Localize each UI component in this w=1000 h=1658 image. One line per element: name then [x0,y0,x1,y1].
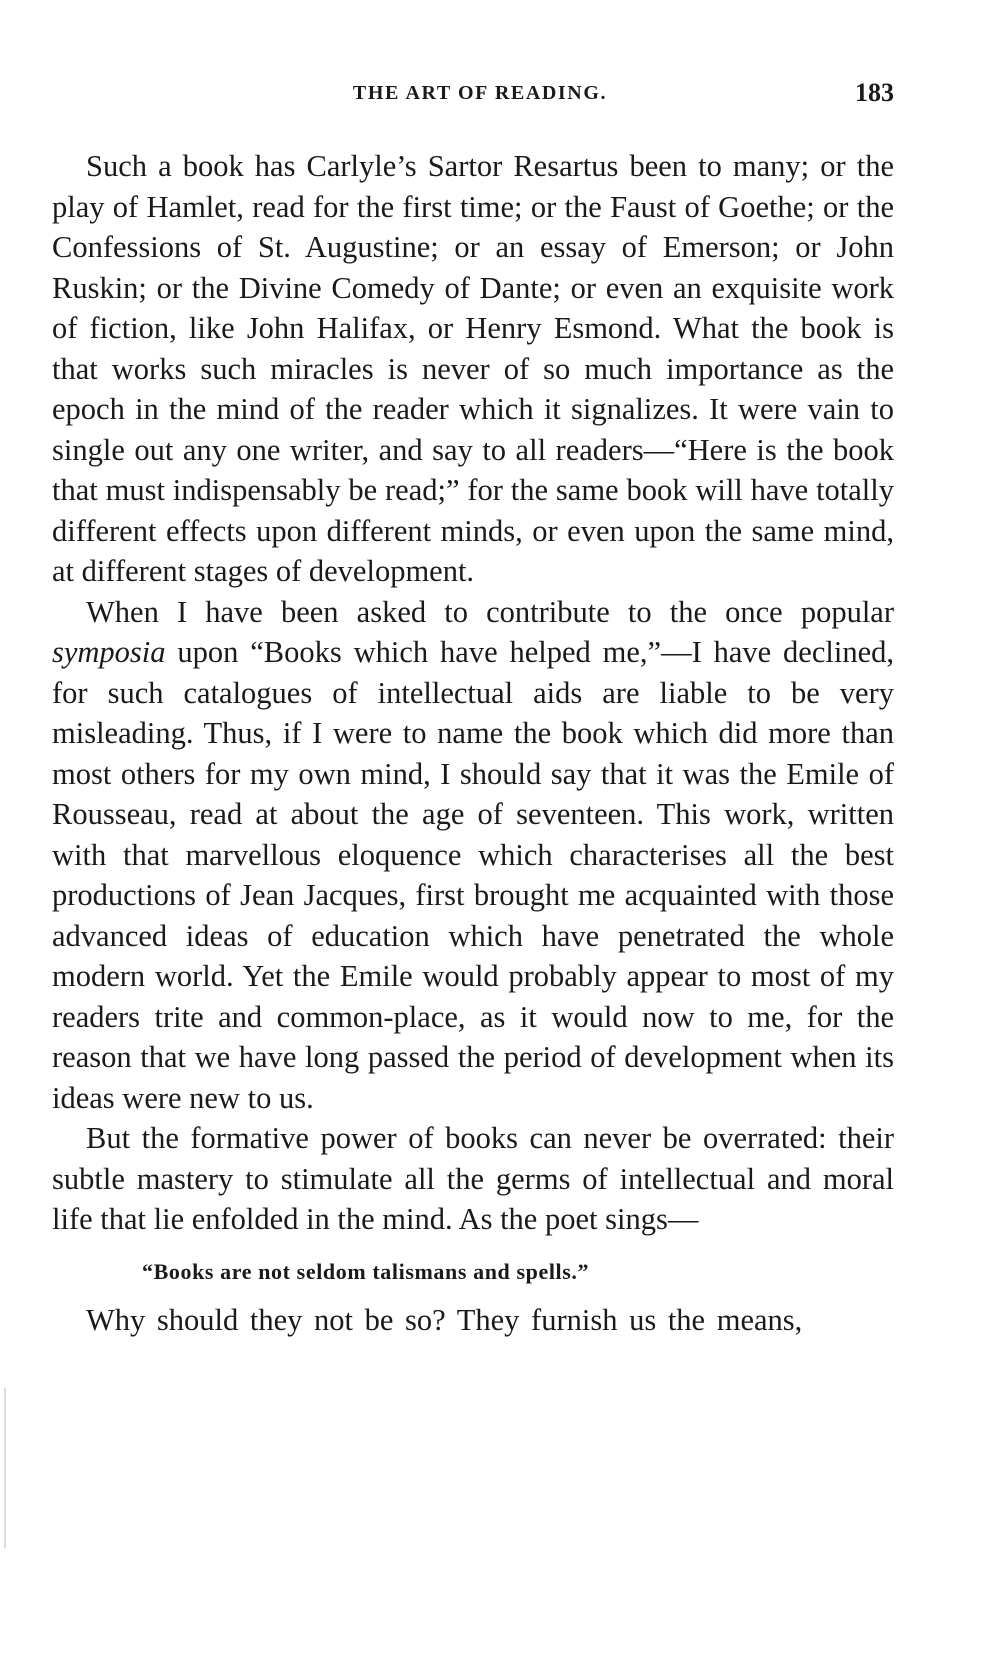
block-quotation: “Books are not seldom talismans and spells.” [142,1258,590,1284]
page-number: 183 [855,78,894,107]
paragraph-2-lead: When I have been asked to contribute to the once popular [86,594,894,629]
running-title: THE ART OF READING. [352,82,608,104]
paragraph-1: Such a book has Carlyle’s Sartor Resartus been to many; or the play of Hamlet, read for the first time; or the Faust of Goethe; or the Confessions of St. Augustine; or an essay of Emerson; or John Ruskin; or the Divine Comedy of Dante; or even an exquisite work of fiction, like John Halifax, or Henry Esmond. What the book is that works such miracles is never of so much importance as the epoch in the mind of the reader which it signalizes. It were vain to single out any one writer, and say to all readers—“Here is the book that must indispensably be read;” for the same book will have totally different effects upon different minds, or even upon the same mind, at different stages of development. [52,149,894,588]
running-head [52,78,894,116]
closing-line: Why should they not be so? They furnish us the means, [86,1302,803,1337]
body-text [52,146,894,1340]
paragraph-3: But the formative power of books can never be overrated: their subtle mastery to stimulate all the germs of intellectual and moral life that lie enfolded in the mind. As the poet sings— [52,1121,894,1236]
paragraph-2 [52,592,894,1119]
paragraph-2-emphasis: symposia [52,635,166,669]
page-edge-mark [4,1388,6,1548]
paragraph-2-rest: upon “Books which have helped me,”—I have declined, for such catalogues of intellectual aids are liable to be very misleading. Thus, if I were to name the book which did more than most others for my own mind, I should say that it was the Emile of Rousseau, read at about the age of seventeen. This work, written with that marvellous eloquence which characterises all the best productions of Jean Jacques, first brought me acquainted with those advanced ideas of education which have penetrated the whole modern world. Yet the Emile would probably appear to most of my readers trite and common-place, as it would now to me, for the reason that we have long passed the period of development when its ideas were new to us. [52,635,894,1115]
